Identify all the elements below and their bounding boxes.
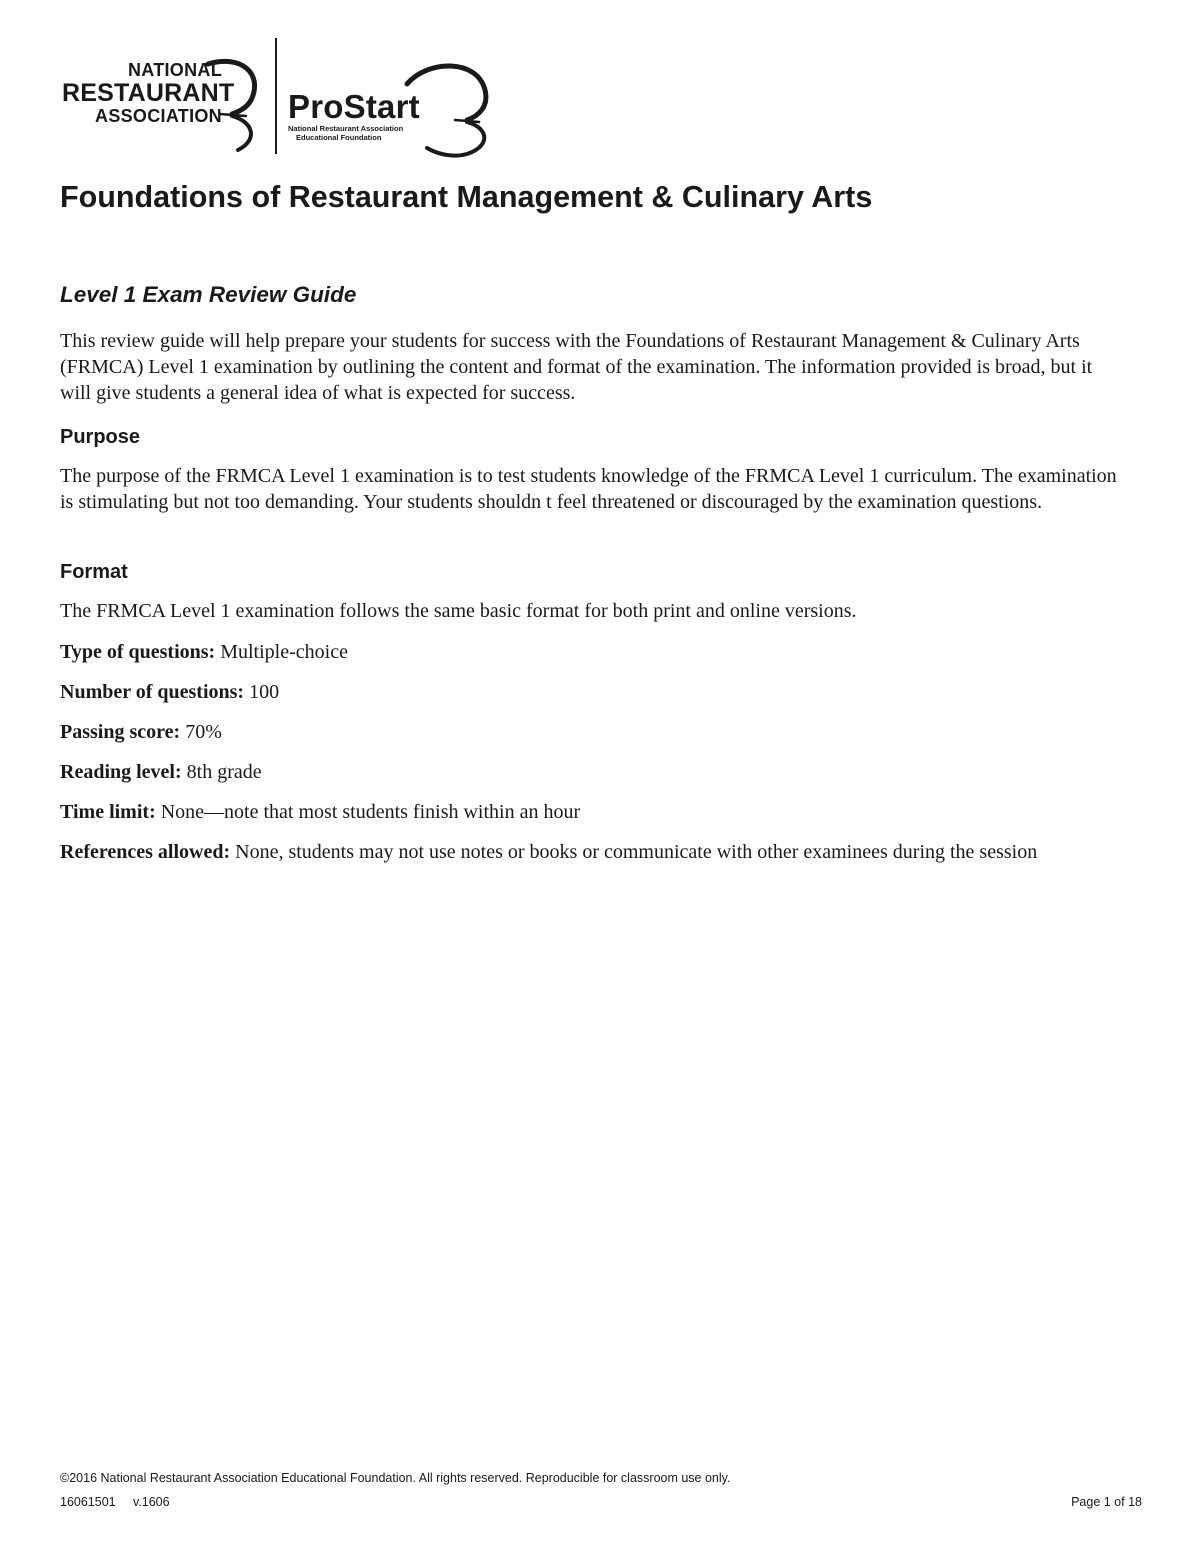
spec-value: Multiple-choice bbox=[215, 641, 348, 663]
purpose-paragraph: The purpose of the FRMCA Level 1 examination is to test students knowledge of the FRMCA Level 1 curriculum. The examination is stimulating but not too demanding. Your students shouldn t feel threatened or discouraged by the examination questions. bbox=[60, 465, 1117, 513]
spec-question-count bbox=[60, 679, 1150, 705]
nra-logo-line1: NATIONAL bbox=[127, 60, 222, 80]
spec-label: Reading level: bbox=[60, 761, 182, 783]
spec-question-type bbox=[60, 639, 1150, 665]
document-subtitle: Level 1 Exam Review Guide bbox=[60, 282, 357, 307]
intro-paragraph: This review guide will help prepare your students for success with the Foundations of Restaurant Management & Culinary Arts (FRMCA) Level 1 examination by outlining the content and format of the examination. The information provided is broad, but it will give students a general idea of what is expected for success. bbox=[60, 330, 1093, 404]
logo-divider bbox=[275, 38, 277, 154]
prostart-logo-subline1: National Restaurant Association bbox=[288, 124, 404, 133]
footer-copyright: ©2016 National Restaurant Association Educational Foundation. All rights reserved. Reproducible for classroom use only. bbox=[60, 1471, 731, 1485]
purpose-heading: Purpose bbox=[60, 426, 141, 448]
spec-label: References allowed: bbox=[60, 841, 231, 863]
nra-logo bbox=[62, 60, 235, 126]
spec-label: Time limit: bbox=[60, 801, 156, 823]
spec-label: Type of questions: bbox=[60, 641, 216, 663]
prostart-swoosh-icon bbox=[397, 54, 497, 158]
nra-logo-line2: RESTAURANT bbox=[62, 79, 235, 107]
spec-label: Number of questions: bbox=[60, 681, 245, 703]
prostart-logo-name: ProStart bbox=[288, 88, 420, 125]
spec-reading-level bbox=[60, 759, 1150, 785]
nra-logo-line3: ASSOCIATION bbox=[95, 106, 222, 126]
spec-value: 70% bbox=[180, 721, 222, 743]
spec-value: 8th grade bbox=[181, 761, 262, 783]
spec-value: None—note that most students finish within an hour bbox=[155, 801, 581, 823]
spec-time-limit bbox=[60, 799, 1150, 825]
spec-value: 100 bbox=[244, 681, 280, 703]
format-paragraph: The FRMCA Level 1 examination follows the same basic format for both print and online versions. bbox=[60, 600, 857, 622]
prostart-logo-subline2: Educational Foundation bbox=[296, 133, 382, 142]
header-logos bbox=[62, 38, 502, 156]
spec-passing-score bbox=[60, 719, 1150, 745]
spec-value: None, students may not use notes or books or communicate with other examinees during the session bbox=[230, 841, 1038, 863]
format-heading: Format bbox=[60, 561, 128, 583]
nra-swoosh-icon bbox=[202, 52, 268, 156]
document-title: Foundations of Restaurant Management & Culinary Arts bbox=[60, 180, 873, 214]
footer-page-number: Page 1 of 18 bbox=[1071, 1495, 1142, 1509]
spec-label: Passing score: bbox=[60, 721, 181, 743]
footer-document-code: 16061501 v.1606 bbox=[60, 1495, 170, 1509]
spec-references bbox=[60, 839, 1150, 865]
